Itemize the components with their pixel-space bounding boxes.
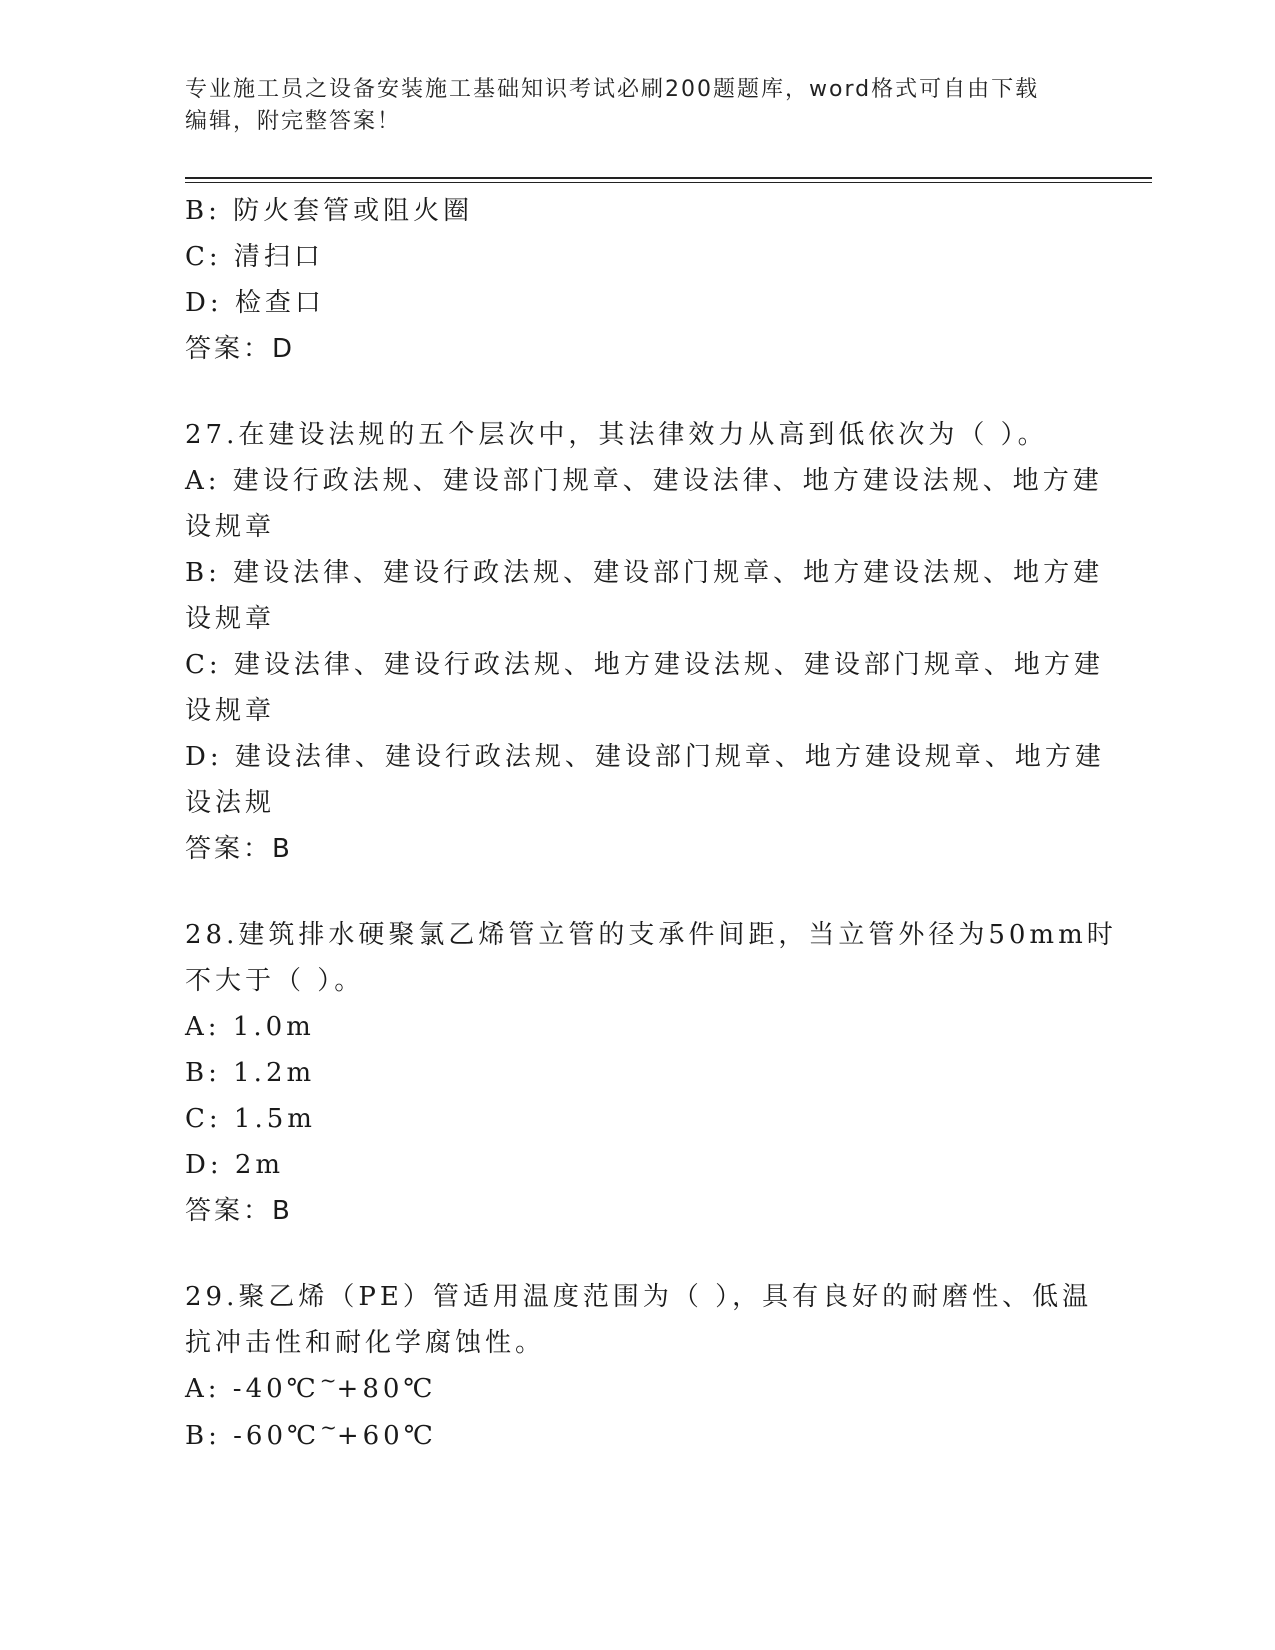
option-d: D: 检查口 bbox=[185, 288, 325, 318]
question-list bbox=[185, 188, 1117, 1460]
option-a: A: 1.0m bbox=[185, 1012, 315, 1042]
answer-line: 答案：D bbox=[185, 334, 296, 364]
header-line-1: 专业施工员之设备安装施工基础知识考试必刷200题题库，word格式可自由下载 bbox=[185, 77, 1040, 102]
question-stem-line-2: 不大于（ ）。 bbox=[185, 966, 365, 996]
answer-line: 答案：B bbox=[185, 1196, 293, 1226]
option-b bbox=[185, 1413, 1085, 1460]
document-header bbox=[185, 74, 1065, 138]
header-line-2: 编辑，附完整答案！ bbox=[185, 109, 402, 134]
option-d: D: 2m bbox=[185, 1150, 285, 1180]
option-a-line-1: A: 建设行政法规、建设部门规章、建设法律、地方建设法规、地方建 bbox=[185, 466, 1103, 496]
tilde-mark: ~ bbox=[320, 1415, 337, 1439]
question-stem: 27.在建设法规的五个层次中，其法律效力从高到低依次为（ ）。 bbox=[185, 420, 1048, 450]
option-a bbox=[185, 1366, 1085, 1413]
question-28 bbox=[185, 912, 1117, 1234]
option-b-line-2: 设规章 bbox=[185, 604, 276, 634]
option-c: C: 1.5m bbox=[185, 1104, 316, 1134]
question-26 bbox=[185, 188, 1085, 372]
option-c-line-1: C: 建设法律、建设行政法规、地方建设法规、建设部门规章、地方建 bbox=[185, 650, 1104, 680]
option-b: B: 1.2m bbox=[185, 1058, 316, 1088]
option-b-end: +60℃ bbox=[336, 1421, 437, 1451]
tilde-mark: ~ bbox=[319, 1368, 337, 1392]
question-stem-line-1: 28.建筑排水硬聚氯乙烯管立管的支承件间距，当立管外径为50mm时 bbox=[185, 920, 1117, 950]
header-rule-thin bbox=[185, 182, 1152, 183]
header-rule-thick bbox=[185, 177, 1152, 179]
option-c-line-2: 设规章 bbox=[185, 696, 276, 726]
option-d-line-2: 设法规 bbox=[185, 788, 276, 818]
option-b-line-1: B: 建设法律、建设行政法规、建设部门规章、地方建设法规、地方建 bbox=[185, 558, 1104, 588]
option-b: B: 防火套管或阻火圈 bbox=[185, 196, 474, 226]
option-a-start: A: -40℃ bbox=[185, 1374, 320, 1404]
option-a-end: +80℃ bbox=[336, 1374, 437, 1404]
question-29 bbox=[185, 1274, 1093, 1460]
option-d-line-1: D: 建设法律、建设行政法规、建设部门规章、地方建设规章、地方建 bbox=[185, 742, 1105, 772]
answer-line: 答案：B bbox=[185, 834, 293, 864]
question-27 bbox=[185, 412, 1105, 872]
option-b-start: B: -60℃ bbox=[185, 1421, 321, 1451]
question-stem-line-1: 29.聚乙烯（PE）管适用温度范围为（ ），具有良好的耐磨性、低温 bbox=[185, 1282, 1093, 1312]
option-c: C: 清扫口 bbox=[185, 242, 324, 272]
option-a-line-2: 设规章 bbox=[185, 512, 276, 542]
question-stem-line-2: 抗冲击性和耐化学腐蚀性。 bbox=[185, 1328, 546, 1358]
